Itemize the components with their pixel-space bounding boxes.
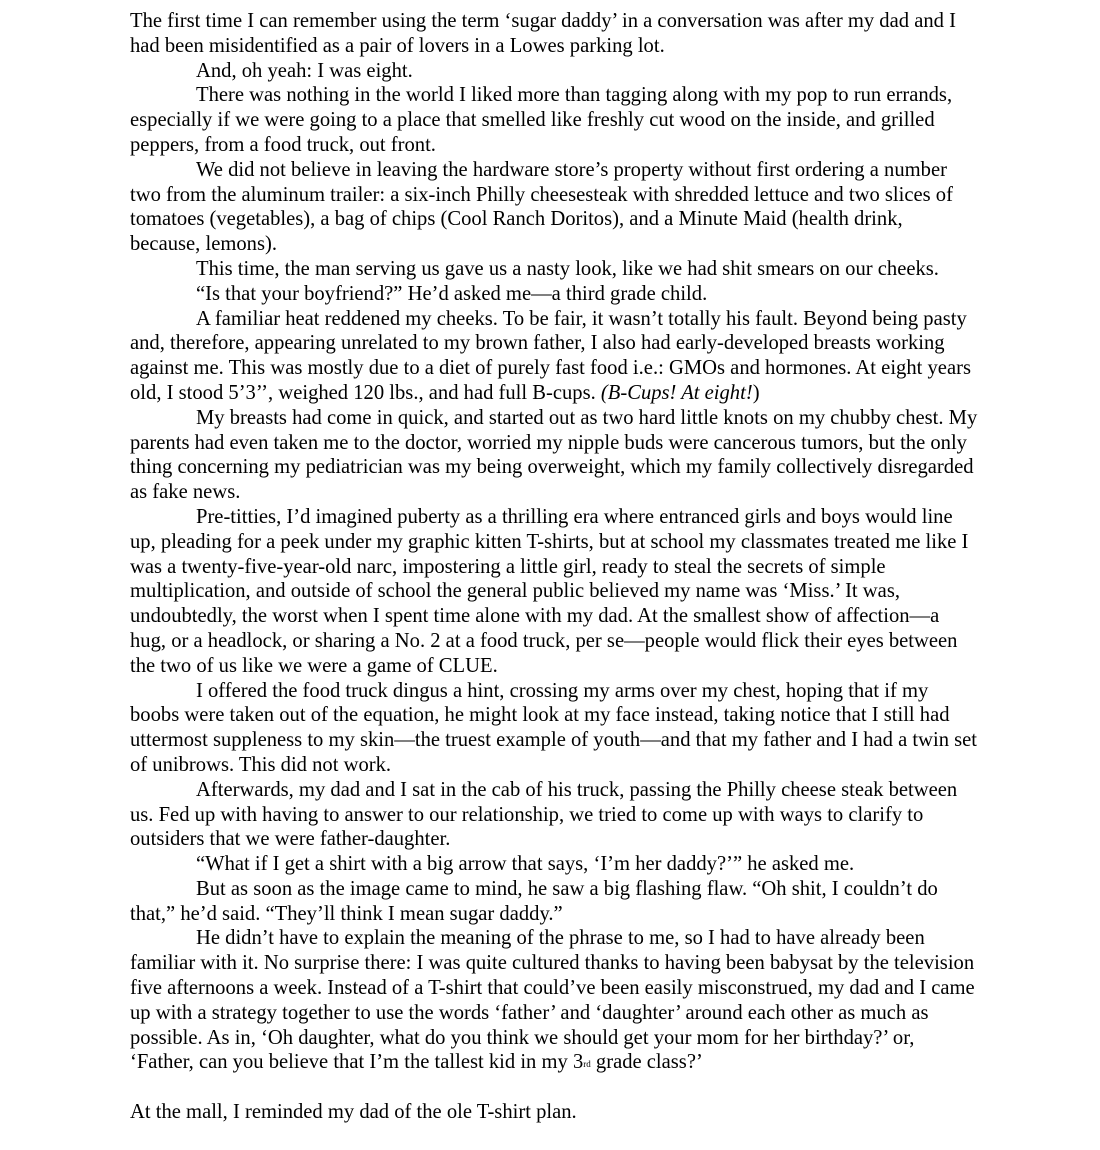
paragraph-7-tail: ) [752, 381, 760, 404]
paragraph-6: “Is that your boyfriend?” He’d asked me—a third grade child. [196, 282, 708, 305]
paragraph-13: But as soon as the image came to mind, he saw a big flashing flaw. “Oh shit, I couldn’t do that,” he’d said. “They’ll think I mean sugar daddy.” [130, 877, 938, 925]
paragraph-14-text: He didn’t have to explain the meaning of the phrase to me, so I had to have already been familiar with it. No surprise there: I was quite cultured thanks to having been babysat by the television five afternoons a week. Instead of a T-shirt that could’ve been easily misconstrued, my dad and I came up with a strategy together to use the words ‘father’ and ‘daughter’ around each other as much as possible. As in, ‘Oh daughter, what do you think we should get your mom for her birthday?’ or, ‘Father, can you believe that I’m the tallest kid in my 3 [130, 927, 975, 1074]
paragraph-15: At the mall, I reminded my dad of the ole T-shirt plan. [130, 1101, 577, 1124]
document-page [130, 9, 978, 1125]
paragraph-7-italic: (B-Cups! At eight! [600, 381, 753, 404]
paragraph-7 [130, 307, 978, 406]
paragraph-11: Afterwards, my dad and I sat in the cab of his truck, passing the Philly cheese steak between us. Fed up with having to answer to our relationship, we tried to come up with ways to clarify to outsiders that we were father-daughter. [130, 778, 958, 851]
paragraph-3: There was nothing in the world I liked more than tagging along with my pop to run errands, especially if we were going to a place that smelled like freshly cut wood on the inside, and grilled peppers, from a food truck, out front. [130, 84, 953, 156]
paragraph-8: My breasts had come in quick, and started out as two hard little knots on my chubby chest. My parents had even taken me to the doctor, worried my nipple buds were cancerous tumors, but the only thing concerning my pediatrician was my being overweight, which my family collectively disregarded as fake news. [130, 406, 978, 504]
paragraph-7-text: A familiar heat reddened my cheeks. To be fair, it wasn’t totally his fault. Beyond being pasty and, therefore, appearing unrelated to my brown father, I also had early-developed breasts working against me. This was mostly due to a diet of purely fast food i.e.: GMOs and hormones. At eight years old, I stood 5’3’’, weighed 120 lbs., and had full B-cups. [130, 307, 971, 404]
paragraph-1: The first time I can remember using the term ‘sugar daddy’ in a conversation was after my dad and I had been misidentified as a pair of lovers in a Lowes parking lot. [130, 10, 956, 57]
paragraph-12: “What if I get a shirt with a big arrow that says, ‘I’m her daddy?’” he asked me. [196, 853, 855, 876]
paragraph-2: And, oh yeah: I was eight. [196, 59, 413, 82]
paragraph-10: I offered the food truck dingus a hint, crossing my arms over my chest, hoping that if my boobs were taken out of the equation, he might look at my face instead, taking notice that I still had uttermost suppleness to my skin—the truest example of youth—and that my father and I had a twin set of unibrows. This did not work. [130, 679, 978, 776]
paragraph-14 [130, 926, 978, 1075]
paragraph-9: Pre-titties, I’d imagined puberty as a thrilling era where entranced girls and boys would line up, pleading for a peek under my graphic kitten T-shirts, but at school my classmates treated me like I was a twenty-five-year-old narc, impostering a little girl, ready to steal the secrets of simple multiplication, and outside of school the general public believed my name was ‘Miss.’ It was, undoubtedly, the worst when I spent time alone with my dad. At the smallest show of affection—a hug, or a headlock, or sharing a No. 2 at a food truck, per se—people would flick their eyes between the two of us like we were a game of CLUE. [130, 505, 969, 677]
paragraph-14-tail: grade class?’ [590, 1051, 703, 1074]
ordinal-superscript: rd [583, 1059, 591, 1070]
paragraph-5: This time, the man serving us gave us a nasty look, like we had shit smears on our cheeks. [196, 257, 939, 280]
paragraph-4: We did not believe in leaving the hardware store’s property without first ordering a number two from the aluminum trailer: a six-inch Philly cheesesteak with shredded lettuce and two slices of tomatoes (vegetables), a bag of chips (Cool Ranch Doritos), and a Minute Maid (health drink, because, lemons). [130, 158, 953, 256]
